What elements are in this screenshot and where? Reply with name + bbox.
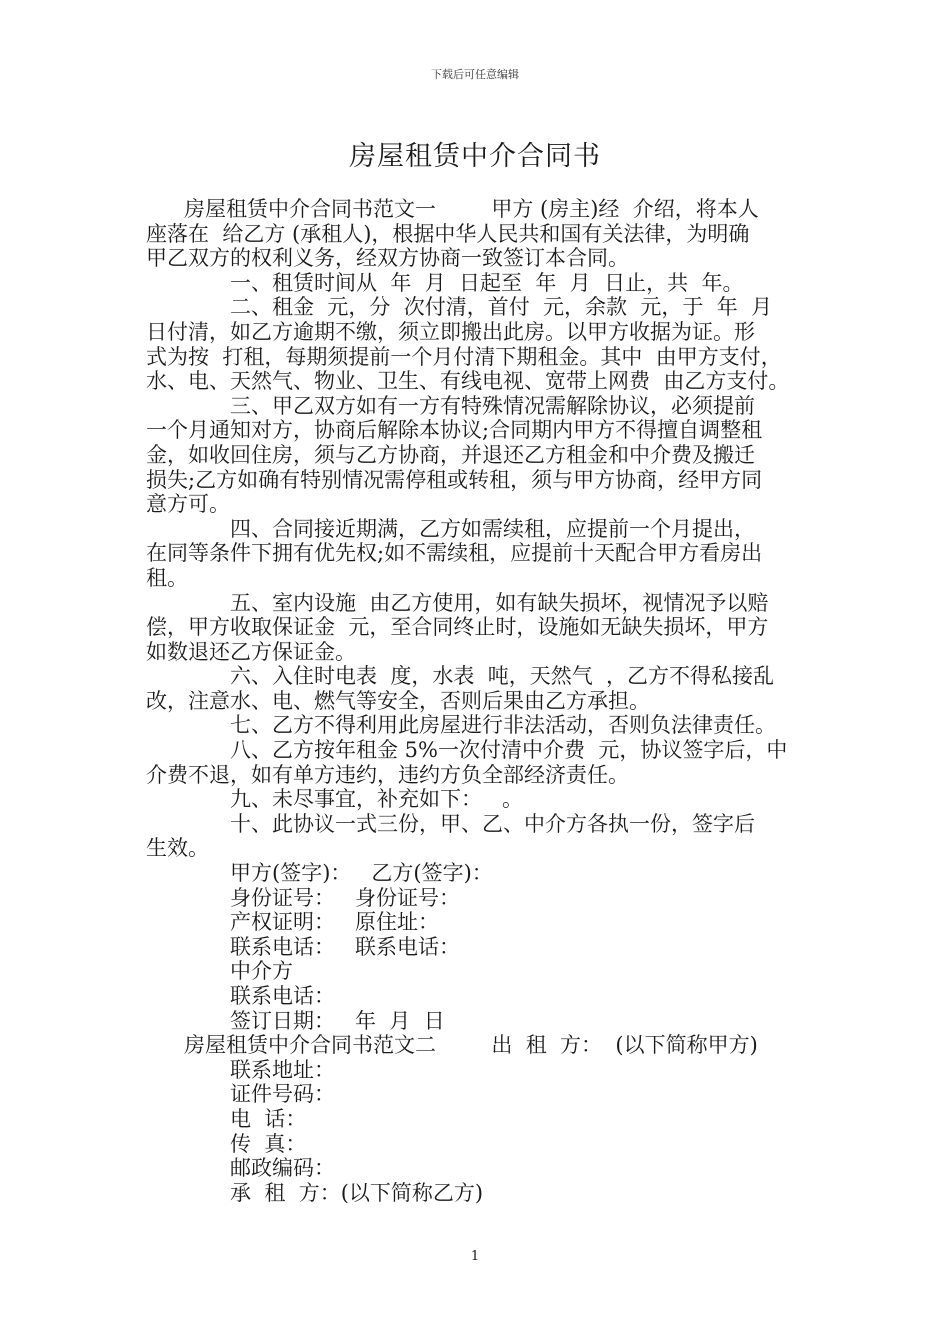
paragraph-line: 式为按 打租，每期须提前一个月付清下期租金。其中 由甲方支付， [146, 344, 782, 369]
certificate-number-line: 证件号码： [230, 1082, 335, 1107]
paragraph-line: 如数退还乙方保证金。 [146, 639, 356, 664]
paragraph-line: 一个月通知对方，协商后解除本协议;合同期内甲方不得擅自调整租 [146, 418, 763, 443]
property-proof-line: 产权证明： 原住址： [230, 910, 440, 935]
clause-1: 一、租赁时间从 年 月 日起至 年 月 日止，共 年。 [230, 270, 744, 295]
clause-8: 八、乙方按年租金 5%一次付清中介费 元，协议签字后，中 [230, 738, 788, 763]
paragraph-line: 介费不退，如有单方违约，违约方负全部经济责任。 [146, 762, 629, 787]
paragraph-line: 改，注意水、电、燃气等安全，否则后果由乙方承担。 [146, 688, 650, 713]
paragraph-line: 水、电、天然气、物业、卫生、有线电视、宽带上网费 由乙方支付。 [146, 369, 790, 394]
paragraph-line: 房屋租赁中介合同书范文一 甲方 (房主)经 介绍，将本人 [184, 197, 759, 221]
paragraph-line: 偿，甲方收取保证金 元，至合同终止时，设施如无缺失损坏，甲方 [146, 615, 769, 640]
paragraph-line: 租。 [146, 565, 188, 590]
signature-line: 甲方(签字)： 乙方(签字)： [230, 861, 493, 886]
contract-body [146, 197, 816, 1205]
document-title: 房屋租赁中介合同书 [349, 141, 601, 172]
id-number-line: 身份证号： 身份证号： [230, 885, 461, 910]
page-number: 1 [470, 1249, 480, 1264]
paragraph-line: 日付清，如乙方逾期不缴，须立即搬出此房。以甲方收据为证。形 [146, 319, 755, 344]
clause-5: 五、室内设施 由乙方使用，如有缺失损坏，视情况予以赔 [230, 590, 769, 615]
paragraph-line: 金，如收回住房，须与乙方协商，并退还乙方租金和中介费及搬迁 [146, 442, 755, 467]
paragraph-line: 损失;乙方如确有特别情况需停租或转租，须与甲方协商，经甲方同 [146, 467, 763, 492]
clause-10: 十、此协议一式三份，甲、乙、中介方各执一份，签字后 [230, 811, 755, 836]
paragraph-line: 甲乙双方的权利义务，经双方协商一致签订本合同。 [146, 246, 629, 271]
clause-7: 七、乙方不得利用此房屋进行非法活动，否则负法律责任。 [230, 713, 776, 738]
agency-phone-line: 联系电话： [230, 984, 335, 1008]
address-line: 联系地址： [230, 1057, 335, 1082]
fax-line: 传 真： [230, 1131, 307, 1156]
tenant-line: 承 租 方：(以下简称乙方) [230, 1180, 484, 1205]
clause-3: 三、甲乙双方如有一方有特殊情况需解除协议，必须提前 [230, 393, 755, 418]
paragraph-line: 座落在 给乙方 (承租人)，根据中华人民共和国有关法律，为明确 [146, 221, 750, 246]
header-note: 下载后可任意编辑 [431, 68, 519, 81]
postal-code-line: 邮政编码： [230, 1156, 335, 1181]
clause-6: 六、入住时电表 度，水表 吨，天然气 ，乙方不得私接乱 [230, 664, 775, 689]
signing-date-line: 签订日期： 年 月 日 [230, 1008, 445, 1033]
paragraph-line: 生效。 [146, 836, 209, 861]
clause-9: 九、未尽事宜，补充如下： 。 [230, 787, 524, 812]
paragraph-line: 意方可。 [146, 492, 230, 517]
phone-line: 联系电话： 联系电话： [230, 934, 461, 959]
agency-line: 中介方 [230, 959, 293, 984]
sample-two-heading: 房屋租赁中介合同书范文二 出 租 方： (以下简称甲方) [184, 1033, 758, 1058]
telephone-line: 电 话： [230, 1106, 307, 1131]
clause-4: 四、合同接近期满，乙方如需续租，应提前一个月提出， [230, 516, 755, 541]
clause-2: 二、租金 元，分 次付清，首付 元，余款 元，于 年 月 [230, 295, 773, 320]
paragraph-line: 在同等条件下拥有优先权;如不需续租，应提前十天配合甲方看房出 [146, 541, 763, 566]
